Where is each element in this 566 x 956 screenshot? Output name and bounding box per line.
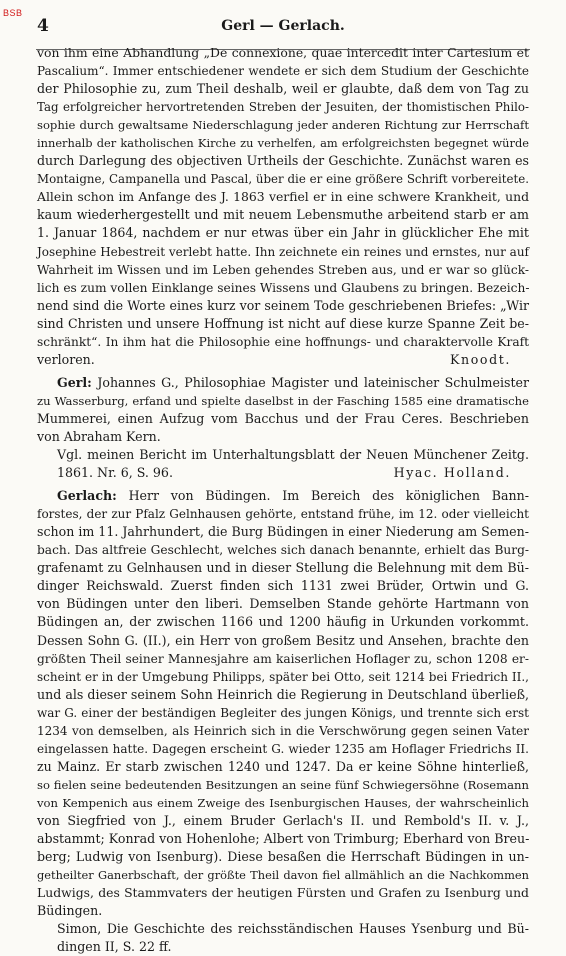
text-line: war G. einer der beständigen Begleiter des jungen Königs, und trennte sich erst — [37, 705, 529, 720]
running-head: Gerl — Gerlach. — [221, 18, 345, 34]
text-line: sind Christen und unsere Hoffnung ist nicht auf diese kurze Spanne Zeit be- — [37, 315, 529, 331]
article-gerl — [37, 374, 529, 482]
closing-row — [37, 464, 529, 482]
page-number: 4 — [37, 16, 49, 36]
text-line: sophie durch gewaltsame Niederschlagung jeder anderen Richtung zur Herrschaft — [37, 118, 529, 133]
text-line: kaum wiederhergestellt und mit neuem Lebensmuthe arbeitend starb er am — [37, 207, 529, 223]
text-line — [37, 487, 529, 505]
text-line: nend sind die Worte eines kurz vor seinem Tode geschriebenen Briefes: „Wir — [37, 297, 529, 313]
text-line: Ludwigs, des Stammvaters der heutigen Fürsten und Grafen zu Isenburg und — [37, 885, 529, 901]
text-line: 1. Januar 1864, nachdem er nur etwas über ein Jahr in glücklicher Ehe mit — [37, 225, 529, 241]
text-line: scheint er in der Umgebung Philipps, später bei Otto, seit 1214 bei Friedrich II., — [37, 669, 529, 684]
text-fragment: Johannes G., Philosophiae Magister und lateinischer Schulmeister — [97, 374, 529, 390]
text-line: größten Theil seiner Mannesjahre am kaiserlichen Hoflager zu, schon 1208 er- — [37, 651, 529, 666]
text-line: berg; Ludwig von Isenburg). Diese besaßen die Herrschaft Büdingen in un- — [37, 849, 529, 865]
text-line: getheilter Ganerbschaft, der größte Theil davon fiel allmählich an die Nachkommen — [37, 868, 529, 883]
text-line: Büdingen an, der zwischen 1166 und 1200 häufig in Urkunden vorkommt. — [37, 614, 529, 630]
source-line: Simon, Die Geschichte des reichsständischen Hauses Ysenburg und Bü- — [57, 921, 529, 937]
source-line: dingen II, S. 22 ff. — [57, 939, 172, 955]
text-line: dinger Reichswald. Zuerst finden sich 1131 zwei Brüder, Ortwin und G. — [37, 578, 529, 594]
text-line: und als dieser seinem Sohn Heinrich die Regierung in Deutschland überließ, — [37, 686, 529, 702]
text-line: so fielen seine bedeutenden Besitzungen an seine fünf Schwiegersöhne (Rosemann — [37, 777, 529, 792]
text-line: abstammt; Konrad von Hohenlohe; Albert von Trimburg; Eberhard von Breu- — [37, 831, 530, 847]
text-line: innerhalb der katholischen Kirche zu verhelfen, am erfolgreichsten begegnet würde — [37, 136, 529, 151]
closing-row — [37, 351, 529, 369]
page-body — [37, 44, 529, 956]
headword: Gerlach: — [57, 488, 117, 504]
source-line: 1861. Nr. 6, S. 96. — [57, 465, 173, 481]
text-line: von Abraham Kern. — [37, 428, 161, 444]
text-line: zu Mainz. Er starb zwischen 1240 und 1247. Da er keine Söhne hinterließ, — [37, 758, 529, 774]
author-signature: Hyac. Holland. — [393, 465, 511, 481]
text-line: schon im 11. Jahrhundert, die Burg Büdingen in einer Niederung am Semen- — [37, 524, 529, 540]
text-line: durch Darlegung des objectiven Urtheils der Geschichte. Zunächst waren es — [37, 153, 529, 169]
text-line: von ihm eine Abhandlung „De connexione, quae intercedit inter Cartesium et — [37, 45, 529, 60]
text-line: Büdingen. — [37, 903, 103, 919]
library-stamp: BSB — [3, 8, 23, 18]
article-knoodt — [37, 44, 529, 369]
text-line: Mummerei, einen Aufzug vom Bacchus und der Frau Ceres. Beschrieben — [37, 410, 529, 426]
source-line: Vgl. meinen Bericht im Unterhaltungsblatt der Neuen Münchener Zeitg. — [57, 447, 529, 463]
text-line: Pascalium“. Immer entschiedener wendete er sich dem Studium der Geschichte — [37, 64, 529, 79]
text-line: 1234 von demselben, als Heinrich sich in die Verschwörung gegen seinen Vater — [37, 723, 529, 738]
text-line: eingelassen hatte. Dagegen erscheint G. wieder 1235 am Hoflager Friedrichs II. — [37, 741, 529, 756]
page-header — [0, 14, 566, 38]
text-line — [37, 374, 529, 392]
text-line: zu Wasserburg, erfand und spielte daselbst in der Fasching 1585 eine dramatische — [37, 393, 529, 408]
text-line: lich es zum vollen Einklange seines Wissens und Glaubens zu bringen. Bezeich- — [37, 280, 530, 295]
text-line: von Büdingen unter den liberi. Demselben Stande gehörte Hartmann von — [37, 596, 529, 612]
text-line: der Philosophie zu, zum Theil deshalb, weil er glaubte, daß dem von Tag zu — [37, 81, 529, 97]
text-line: bach. Das altfreie Geschlecht, welches sich danach benannte, erhielt das Burg- — [37, 543, 529, 558]
text-line: von Kempenich aus einem Zweige des Isenburgischen Hauses, der wahrscheinlich — [37, 795, 529, 810]
text-line: schränkt“. In ihm hat die Philosophie eine hoffnungs- und charaktervolle Kraft — [37, 334, 529, 349]
headword: Gerl: — [57, 374, 92, 390]
text-line: Montaigne, Campanella und Pascal, über die er eine größere Schrift vorbereitete. — [37, 172, 529, 187]
text-line: verloren. — [37, 351, 95, 367]
article-gerlach — [37, 487, 529, 956]
text-fragment: Herr von Büdingen. Im Bereich des königlichen Bann- — [128, 488, 529, 504]
text-line: Dessen Sohn G. (II.), ein Herr von großem Besitz und Ansehen, brachte den — [37, 632, 529, 648]
text-line: Tag erfolgreicher hervortretenden Streben der Jesuiten, der thomistischen Philo- — [37, 100, 529, 115]
text-line: Josephine Hebestreit verlebt hatte. Ihn zeichnete ein reines und ernstes, nur auf — [37, 244, 529, 259]
author-signature: Knoodt. — [449, 351, 511, 367]
text-line: grafenamt zu Gelnhausen und in dieser Stellung die Belehnung mit dem Bü- — [37, 560, 529, 576]
text-line: von Siegfried von J., einem Bruder Gerlach's II. und Rembold's II. v. J., — [37, 812, 529, 828]
text-line: forstes, der zur Pfalz Gelnhausen gehörte, entstand frühe, im 12. oder vielleicht — [37, 507, 529, 522]
text-line: Wahrheit im Wissen und im Leben gehendes Streben aus, und er war so glück- — [37, 262, 529, 277]
text-line: Allein schon im Anfange des J. 1863 verfiel er in eine schwere Krankheit, und — [37, 189, 529, 205]
